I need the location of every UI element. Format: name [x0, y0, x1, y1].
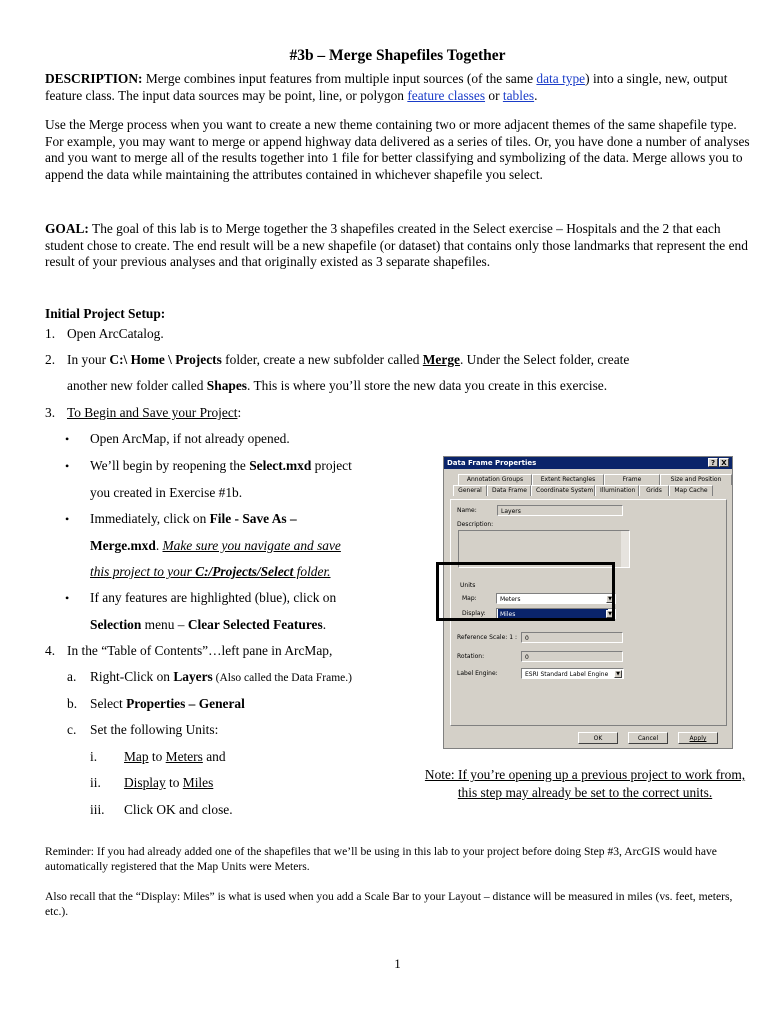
page-number: 1	[394, 956, 401, 971]
label-engine-label: Label Engine:	[457, 670, 498, 677]
tab-data-frame[interactable]: Data Frame	[487, 485, 531, 496]
step-4-number: 4.	[45, 643, 56, 658]
bullet-3-part: Immediately, click on	[90, 511, 210, 526]
tab-coordinate-system[interactable]: Coordinate System	[531, 485, 595, 496]
help-button[interactable]: ?	[708, 458, 718, 467]
selection-menu: Selection	[90, 617, 142, 632]
step-1-number: 1.	[45, 326, 56, 341]
step-3-number: 3.	[45, 405, 56, 420]
sub-a-number: a.	[67, 669, 77, 684]
name-label: Name:	[457, 507, 477, 514]
bullet-dot: •	[65, 512, 70, 526]
step-3-heading: To Begin and Save your Project	[67, 405, 238, 420]
reminder-2: Also recall that the “Display: Miles” is what is used when you add a Scale Bar to your Layout – distance will be measured in miles (vs. feet, meters, etc.).	[45, 890, 733, 918]
description-paragraph	[45, 71, 750, 104]
step-2-text	[67, 352, 629, 368]
bullet-4-text: If any features are highlighted (blue), click on	[90, 590, 337, 605]
step-2-part: another new folder called	[67, 378, 207, 393]
reference-scale-input[interactable]: 0	[521, 632, 623, 643]
dialog-title: Data Frame Properties	[447, 459, 537, 467]
bullet-3-line-3	[90, 564, 331, 580]
sub-ii-part: to	[165, 775, 183, 790]
description-text-3: or	[485, 87, 503, 103]
sub-i-number: i.	[90, 749, 98, 764]
sub-i-part: to	[148, 749, 166, 764]
description-label: DESCRIPTION:	[45, 71, 143, 86]
bullet-2-part: project	[311, 458, 352, 473]
reference-scale-label	[457, 634, 517, 641]
chevron-down-icon[interactable]: ▼	[614, 670, 622, 678]
sub-b-number: b.	[67, 696, 78, 711]
tab-size-position[interactable]: Size and Position	[660, 474, 732, 485]
tab-grids[interactable]: Grids	[639, 485, 669, 496]
tab-frame[interactable]: Frame	[604, 474, 660, 485]
step-2-part: . This is where you’ll store the new data you create in this exercise.	[247, 378, 608, 393]
tables-link[interactable]: tables	[502, 87, 535, 103]
apply-label: Apply	[689, 735, 707, 742]
tab-general[interactable]: General	[453, 485, 487, 496]
description-label: Description:	[457, 521, 494, 528]
step-3-text	[67, 405, 241, 421]
bullet-2-part: We’ll begin by reopening the	[90, 458, 250, 473]
map-units-value: Meters	[500, 596, 521, 603]
bullet-3-part: .	[155, 538, 163, 553]
sub-b-text	[90, 696, 245, 712]
bullet-2-text	[90, 458, 352, 474]
chevron-down-icon[interactable]: ▼	[606, 610, 614, 618]
shapes-folder-name: Shapes	[206, 378, 247, 393]
tab-row-front	[453, 485, 713, 496]
file-save-as: File - Save As –	[209, 511, 297, 526]
description-text-1: Merge combines input features from multiple input sources (of the same	[145, 71, 537, 86]
display-units-label: Display:	[462, 610, 486, 617]
close-button[interactable]: X	[719, 458, 729, 467]
cancel-button[interactable]: Cancel	[628, 732, 668, 744]
sub-a-part: Right-Click on	[90, 669, 174, 684]
feature-classes-link[interactable]: feature classes	[407, 87, 486, 103]
bullet-4-part: .	[322, 617, 327, 632]
step-3-colon: :	[237, 405, 242, 420]
data-type-link[interactable]: data type	[536, 71, 586, 86]
home-projects-path: C:\ Home \ Projects	[109, 352, 222, 367]
description-text-2: ) into a single, new, output feature class. The input data sources may be point, line, or polygon	[45, 71, 728, 103]
reference-scale-text: Reference Scale:	[457, 634, 508, 641]
description-text-4: .	[534, 87, 538, 103]
projects-select-path: C:/Projects/Select	[195, 564, 294, 579]
bullet-dot: •	[65, 432, 70, 446]
page-title: #3b – Merge Shapefiles Together	[289, 47, 506, 64]
bullet-3-part: folder.	[293, 564, 331, 579]
miles-word: Miles	[182, 775, 214, 790]
sub-ii-text	[124, 775, 213, 791]
tab-annotation-groups[interactable]: Annotation Groups	[458, 474, 532, 485]
units-highlight-box	[436, 562, 615, 621]
bullet-3-text	[90, 511, 297, 527]
rotation-label: Rotation:	[457, 653, 485, 660]
reference-scale-prefix: 1 :	[509, 634, 517, 641]
note-text: Note: If you’re opening up a previous project to work from, this step may already be set to the correct units.	[424, 767, 746, 800]
step-4-text: In the “Table of Contents”…left pane in ArcMap,	[67, 643, 333, 658]
bullet-1-text: Open ArcMap, if not already opened.	[90, 431, 290, 446]
merge-folder-name: Merge	[422, 352, 460, 367]
layers-word: Layers	[173, 669, 213, 684]
ok-button[interactable]: OK	[578, 732, 618, 744]
step-2-line-2	[67, 378, 607, 394]
tab-map-cache[interactable]: Map Cache	[669, 485, 713, 496]
tab-illumination[interactable]: Illumination	[595, 485, 639, 496]
goal-paragraph	[45, 221, 750, 271]
sub-ii-number: ii.	[90, 775, 101, 790]
select-mxd: Select.mxd	[249, 458, 312, 473]
meters-word: Meters	[165, 749, 203, 764]
sub-b-part: Select	[90, 696, 127, 711]
rotation-input[interactable]: 0	[521, 651, 623, 662]
step-2-part: In your	[67, 352, 110, 367]
label-engine-value: ESRI Standard Label Engine	[525, 671, 609, 678]
apply-button[interactable]	[678, 732, 718, 744]
display-word: Display	[124, 775, 166, 790]
bullet-4-part: menu –	[141, 617, 188, 632]
sub-i-part: and	[202, 749, 226, 764]
sub-iii-text: Click OK and close.	[124, 802, 233, 817]
step-2-part: folder, create a new subfolder called	[221, 352, 423, 367]
chevron-down-icon[interactable]: ▼	[606, 595, 614, 603]
use-paragraph: Use the Merge process when you want to create a new theme containing two or more adjacent themes of the same shapefile type. For example, you may want to merge or append highway data delivered as a series of tiles. Or, you have done a number of analyses and you want to merge all of the results together into 1 file for better classifying and symbolizing of the data. Merge allows you to append the data while maintaining the attributes contained in whichever shapefile you select.	[45, 117, 750, 182]
sub-a-note: (Also called the Data Frame.)	[212, 672, 352, 684]
bullet-4-line-2	[90, 617, 326, 633]
bullet-3-line-2	[90, 538, 341, 554]
tab-row-back	[458, 474, 732, 485]
bullet-dot: •	[65, 591, 70, 605]
description-scrollbar[interactable]	[621, 531, 629, 567]
map-units-label: Map:	[462, 595, 477, 602]
map-word: Map	[124, 749, 149, 764]
tab-extent-rectangles[interactable]: Extent Rectangles	[532, 474, 604, 485]
clear-selected-features: Clear Selected Features	[187, 617, 323, 632]
setup-heading: Initial Project Setup:	[45, 306, 166, 321]
dialog-title-bar	[444, 457, 732, 469]
reminder-1: Reminder: If you had already added one of the shapefiles that we’ll be using in this lab to your project before doing Step #3, ArcGIS would have automatically registered that the Map Units were Meters.	[45, 845, 717, 873]
goal-text: The goal of this lab is to Merge together the 3 shapefiles created in the Select exercise – Hospitals and the 2 that each student chose to create. The end result will be a new shapefile (or dataset) that contains only those landmarks that represent the end result of your previous analyses and that originally existed as 3 separate shapefiles.	[45, 221, 748, 269]
properties-general: Properties – General	[126, 696, 245, 711]
name-input[interactable]: Layers	[497, 505, 623, 516]
step-2-number: 2.	[45, 352, 56, 367]
merge-mxd: Merge.mxd	[90, 538, 156, 553]
display-units-value: Miles	[498, 609, 608, 620]
bullet-3-emphasis: Make sure you navigate and save	[162, 538, 341, 553]
step-2-part: . Under the Select folder, create	[459, 352, 630, 367]
bullet-2-line-2: you created in Exercise #1b.	[90, 485, 243, 500]
sub-iii-number: iii.	[90, 802, 105, 817]
sub-i-text	[124, 749, 226, 765]
step-1-text: Open ArcCatalog.	[67, 326, 164, 341]
bullet-dot: •	[65, 459, 70, 473]
goal-label: GOAL:	[45, 221, 89, 236]
sub-c-text: Set the following Units:	[90, 722, 219, 737]
sub-c-number: c.	[67, 722, 77, 737]
bullet-3-part: this project to your	[90, 564, 196, 579]
sub-a-text	[90, 669, 352, 686]
label-engine-select[interactable]	[521, 668, 624, 679]
units-label: Units	[460, 582, 476, 589]
